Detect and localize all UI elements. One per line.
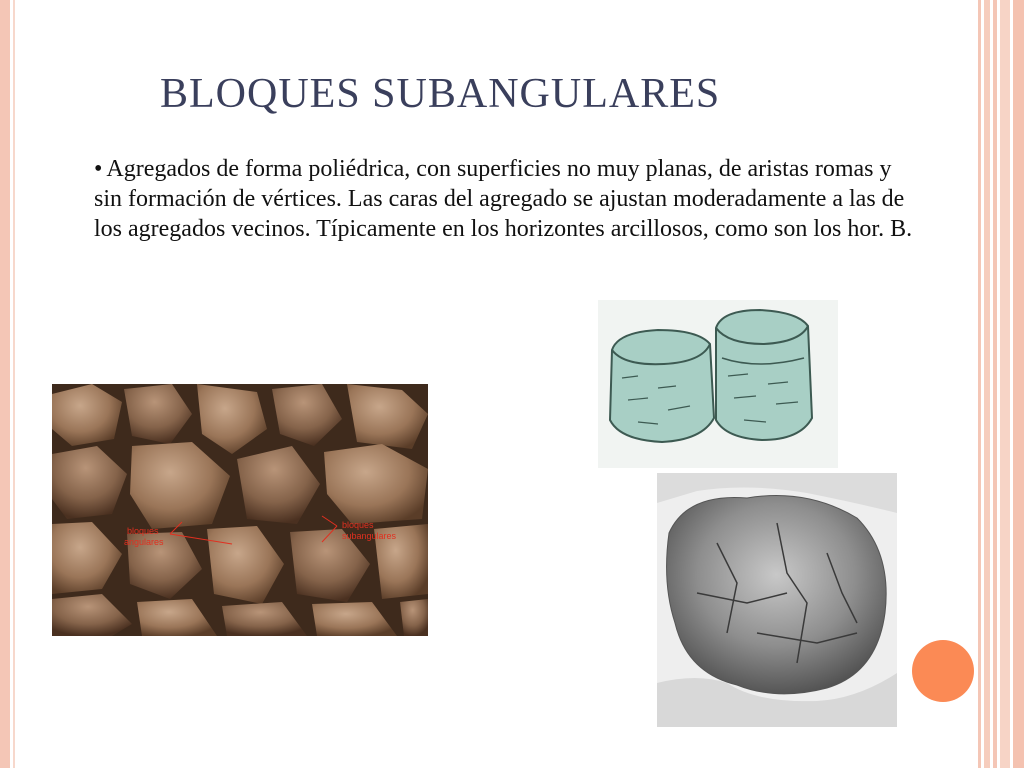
slide-title: BLOQUES SUBANGULARES <box>160 71 721 117</box>
right-border-stripes <box>978 0 1024 768</box>
label-subangulares-1: bloques <box>342 520 374 530</box>
block-diagram <box>598 300 838 468</box>
bullet-marker: • <box>94 156 103 182</box>
clod-photo <box>657 473 897 727</box>
label-subangulares-2: subangulares <box>342 531 397 541</box>
label-angulares-2: angulares <box>124 537 164 547</box>
left-border-line <box>13 0 15 768</box>
soil-photo <box>52 384 428 636</box>
decorative-orange-circle <box>912 640 974 702</box>
soil-clod <box>667 496 887 694</box>
body-text: Agregados de forma poliédrica, con superficies no muy planas, de aristas romas y sin formación de vértices. Las caras del agregado se ajustan moderadamente a las de los agregados vecinos. Típicamente en los horizontes arcillosos, como son los hor. B. <box>94 156 913 242</box>
slide-body <box>94 154 914 244</box>
label-angulares-1: bloques <box>127 526 159 536</box>
left-border-bar <box>0 0 10 768</box>
